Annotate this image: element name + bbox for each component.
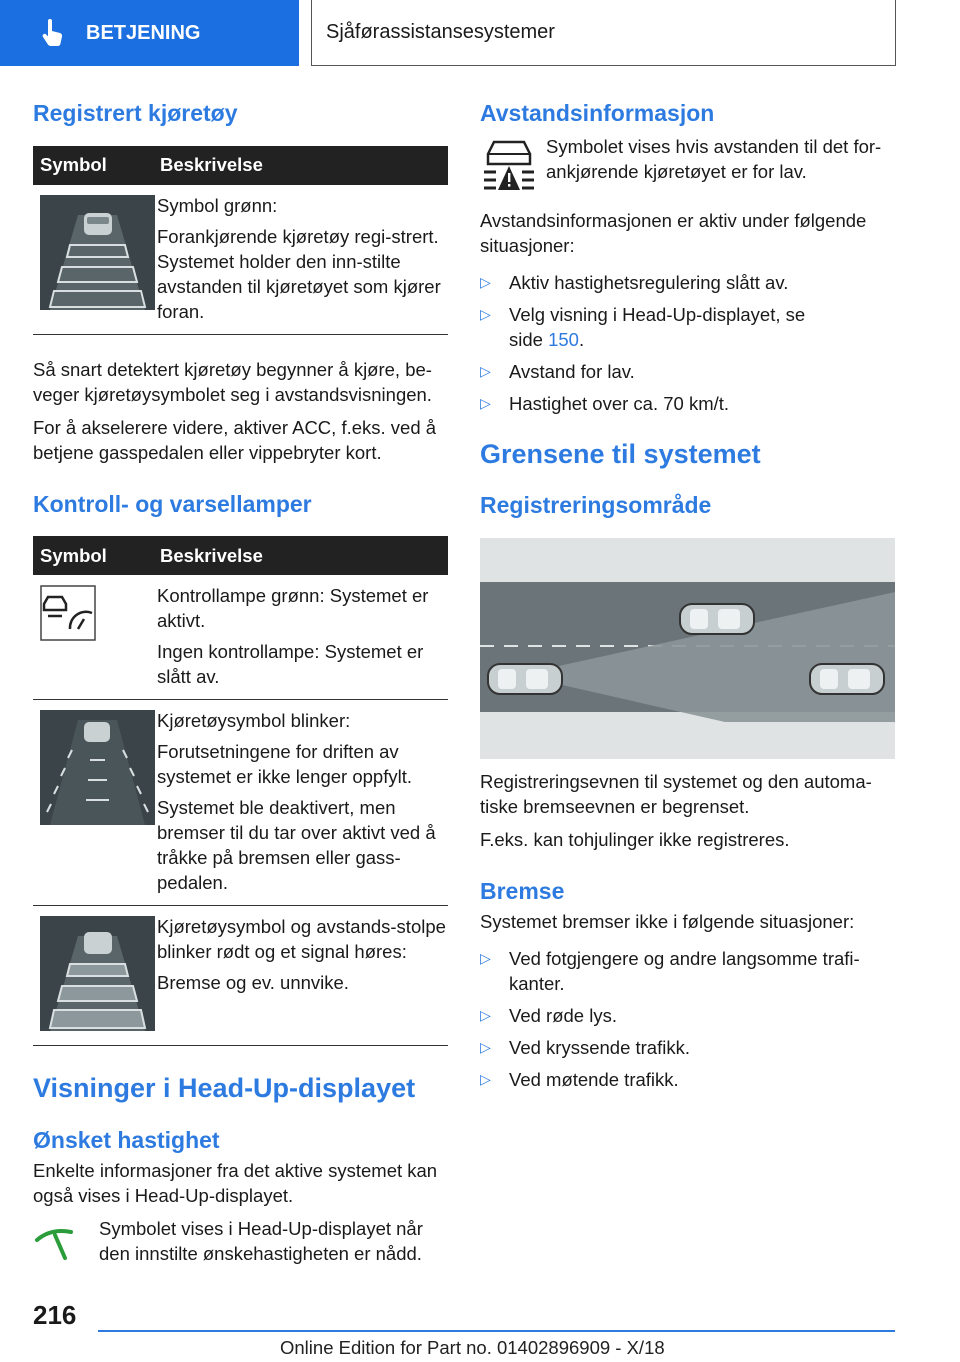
- car-icon: [680, 604, 754, 634]
- list-item: ▷ Aktiv hastighetsregulering slått av.: [480, 270, 895, 295]
- avstand-icon-row: [480, 134, 895, 194]
- vehicle-warning-icon: [40, 916, 155, 1031]
- distance-warning-icon: [480, 138, 538, 194]
- registrert-heading: Registrert kjøretøy: [33, 100, 238, 126]
- bremse-heading: Bremse: [480, 877, 565, 904]
- paragraph: For å akselerere videre, aktiver ACC, f.eks. ved å betjene gasspedalen eller vippebryter kort.: [33, 416, 437, 463]
- acc-indicator-icon: [40, 585, 96, 641]
- vehicle-blinking-icon: [40, 710, 155, 825]
- avstand-icon-text: Symbolet vises hvis avstanden til det for-ankjørende kjøretøyet er for lav.: [546, 135, 882, 182]
- footer-divider: [98, 1330, 895, 1332]
- list-item: ▷ Ved møtende trafikk.: [480, 1067, 895, 1092]
- hud-icon-text: Symbolet vises i Head-Up-displayet når den innstilte ønskehastigheten er nådd.: [99, 1218, 423, 1265]
- kontroll-heading: Kontroll- og varsellamper: [33, 490, 312, 517]
- kontroll-row2-p3: Systemet ble deaktivert, men bremser til du tar over aktivt ved å tråkke på bremsen eller gass-pedalen.: [157, 797, 436, 894]
- paragraph: Enkelte informasjoner fra det aktive systemet kan også vises i Head-Up-displayet.: [33, 1160, 438, 1207]
- section-tab[interactable]: [0, 0, 299, 66]
- avstand-list: [480, 270, 895, 416]
- list-item: ▷ Avstand for lav.: [480, 359, 895, 384]
- hud-subheading: Ønsket hastighet: [33, 1126, 220, 1153]
- grensene-heading: Grensene til systemet: [480, 438, 761, 469]
- hud-icon-row: [33, 1216, 448, 1274]
- avstand-intro: Avstandsinformasjonen er aktiv under følgende situasjoner:: [480, 209, 867, 256]
- col-symbol-header: Symbol: [33, 146, 157, 185]
- registrert-row1-p2: Forankjørende kjøretøy regi-strert. Systemet holder den inn-stilte avstanden til kjøretøyet som kjører foran.: [157, 225, 441, 322]
- list-item: ▷ Velg visning i Head-Up-displayet, se side 150.: [480, 302, 895, 352]
- list-item: ▷ Ved røde lys.: [480, 1003, 895, 1028]
- avstand-heading: Avstandsinformasjon: [480, 100, 715, 126]
- table-row: [33, 185, 448, 335]
- kontroll-row2-p1: Kjøretøysymbol blinker:: [157, 710, 351, 732]
- paragraph: Registreringsevnen til systemet og den automa-tiske bremseevnen er begrenset.: [480, 770, 872, 817]
- paragraph: Så snart detektert kjøretøy begynner å kjøre, be-veger kjøretøysymbolet seg i avstandsvisningen.: [33, 358, 432, 405]
- bremse-intro: Systemet bremser ikke i følgende situasjoner:: [480, 911, 855, 933]
- hand-pointer-icon: [40, 19, 66, 47]
- kontroll-row3-p2: Bremse og ev. unnvike.: [157, 972, 349, 994]
- kontroll-row3-p1: Kjøretøysymbol og avstands-stolpe blinker rødt og et signal høres:: [157, 916, 446, 963]
- desired-speed-icon: [33, 1216, 99, 1266]
- list-item: ▷ Ved kryssende trafikk.: [480, 1035, 895, 1060]
- left-column: [33, 100, 448, 1288]
- right-column: [480, 100, 895, 1102]
- registrert-row1-p1: Symbol grønn:: [157, 194, 278, 216]
- chapter-title: Sjåførassistansesystemer: [311, 0, 896, 66]
- grensene-subheading: Registreringsområde: [480, 491, 712, 518]
- vehicle-detected-icon: [40, 195, 155, 310]
- paragraph: F.eks. kan tohjulinger ikke registreres.: [480, 828, 790, 850]
- bremse-list: [480, 946, 895, 1092]
- col-desc-header: Beskrivelse: [157, 146, 448, 185]
- detection-range-illustration: [480, 538, 895, 759]
- list-item: ▷ Ved fotgjengere og andre langsomme trafi-kanter.: [480, 946, 895, 996]
- edition-text: Online Edition for Part no. 01402896909 - X/18: [280, 1337, 665, 1358]
- col-desc-header: Beskrivelse: [157, 536, 448, 575]
- table-row: [33, 700, 448, 906]
- page-link[interactable]: 150: [548, 328, 579, 350]
- list-item: ▷ Hastighet over ca. 70 km/t.: [480, 391, 895, 416]
- kontroll-row1-p2: Ingen kontrollampe: Systemet er slått av.: [157, 641, 424, 688]
- hud-heading: Visninger i Head-Up-displayet: [33, 1073, 416, 1104]
- table-row: [33, 575, 448, 700]
- kontroll-row1-p1: Kontrollampe grønn: Systemet er aktivt.: [157, 585, 429, 632]
- section-tab-label: BETJENING: [86, 21, 201, 44]
- table-row: [33, 906, 448, 1046]
- kontroll-row2-p2: Forutsetningene for driften av systemet er ikke lenger oppfylt.: [157, 741, 412, 788]
- col-symbol-header: Symbol: [33, 536, 157, 575]
- registrert-table: [33, 146, 448, 335]
- page-number: 216: [33, 1300, 77, 1330]
- kontroll-table: [33, 536, 448, 1046]
